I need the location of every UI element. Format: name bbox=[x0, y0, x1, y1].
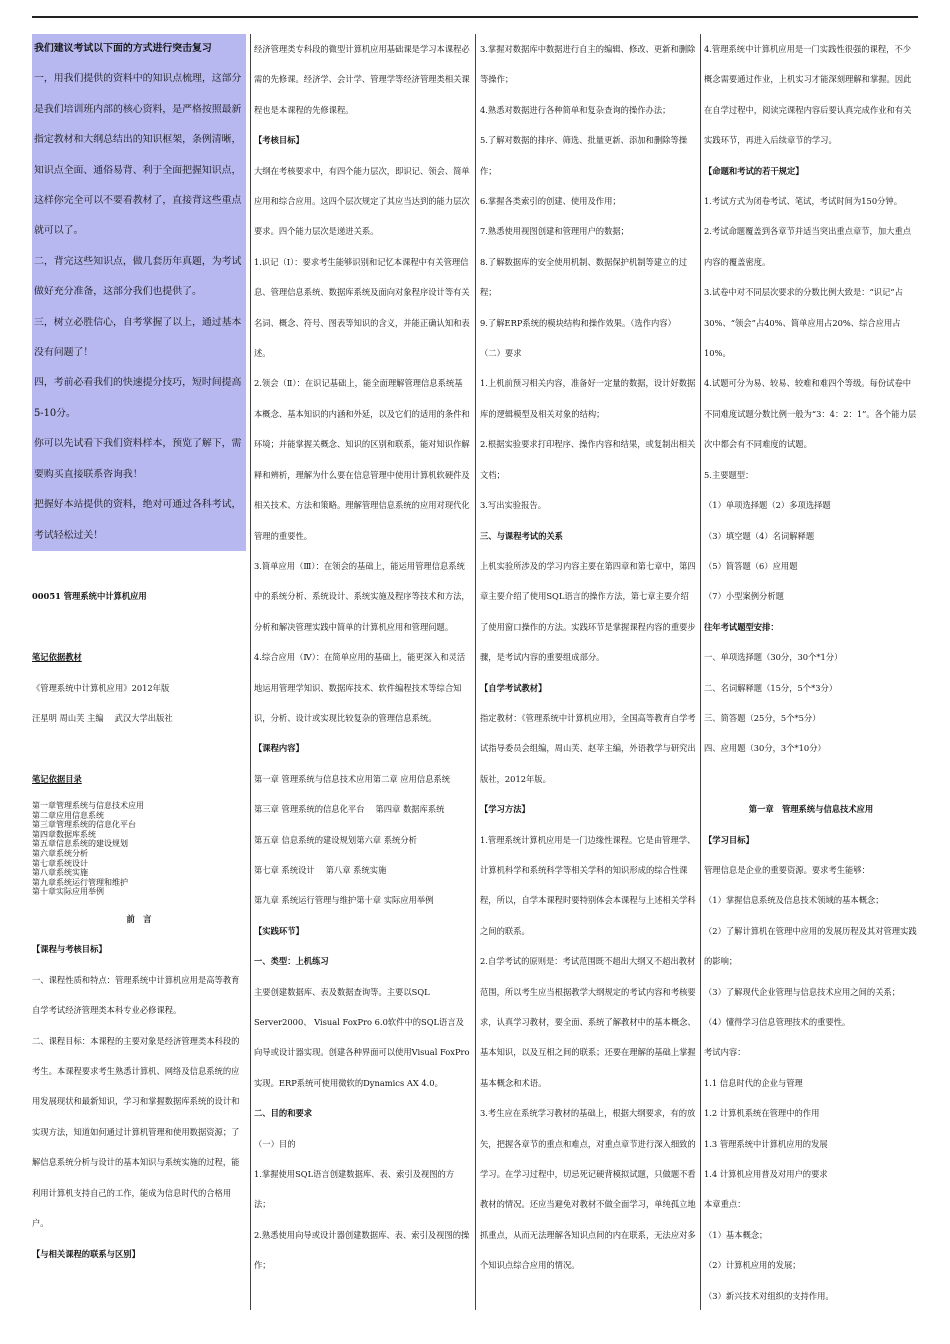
toc-list bbox=[32, 794, 246, 904]
question-type: （1）单项选择题（2）多项选择题 bbox=[704, 500, 831, 511]
section-item: 1.4 计算机应用普及对用户的要求 bbox=[704, 1169, 828, 1180]
promo-highlight-box bbox=[32, 34, 246, 551]
promo-paragraph: 四，考前必看我们的快速提分技巧，短时间提高5-10分。 bbox=[34, 377, 242, 419]
purpose-requirement-heading: 二、目的和要求 bbox=[254, 1108, 313, 1119]
key-point: （3）新兴技术对组织的支持作用。 bbox=[704, 1290, 834, 1301]
study-method-heading: 【学习方法】 bbox=[480, 804, 530, 815]
toc-item: 第九章系统运行管理和维护 bbox=[32, 877, 128, 887]
column-3 bbox=[480, 34, 696, 1281]
past-exam-item: 三、简答题（25分，5个*5分） bbox=[704, 712, 821, 723]
preface-heading: 前 言 bbox=[126, 914, 152, 925]
purpose-item: 4.熟悉对数据进行各种简单和复杂查询的操作办法； bbox=[480, 104, 671, 115]
purpose-item: 3.掌握对数据库中数据进行自主的编辑、修改、更新和删除等操作； bbox=[480, 44, 696, 85]
learning-goal-item: （4）懂得学习信息管理技术的重要性。 bbox=[704, 1016, 851, 1027]
requirement-heading: （二）要求 bbox=[480, 348, 522, 359]
purpose-item: 6.掌握各类索引的创建、使用及作用； bbox=[480, 196, 621, 207]
toc-heading: 笔记依据目录 bbox=[32, 773, 82, 784]
column-divider-1 bbox=[250, 34, 251, 1310]
purpose-item: 8.了解数据库的安全使用机制、数据保护机制等建立的过程； bbox=[480, 256, 688, 298]
goals-heading: 【课程与考核目标】 bbox=[32, 944, 107, 955]
textbook-heading: 笔记依据教材 bbox=[32, 652, 82, 663]
key-point: （1）基本概念； bbox=[704, 1229, 768, 1240]
textbook-name: 《管理系统中计算机应用》2012年版 bbox=[32, 682, 170, 693]
study-method-item: 4.管理系统中计算机应用是一门实践性很强的课程，不少概念需要通过作业，上机实习才能深刻理解和掌握。因此在自学过程中，阅读完课程内容后要认真完成作业和有关实践环节，再进入后续章节的学习。 bbox=[704, 44, 912, 146]
study-method-item: 1.管理系统计算机应用是一门边缘性课程。它是由管理学、计算机科学和系统科学等相关学科的知识形成的综合性课程，所以，自学本课程时要特别体会本课程与上述相关学科之间的联系。 bbox=[480, 834, 696, 936]
question-type: （3）填空题（4）名词解释题 bbox=[704, 530, 815, 541]
question-type: （5）简答题（6）应用题 bbox=[704, 560, 798, 571]
toc-item: 第七章系统设计 bbox=[32, 858, 88, 868]
chapter-line: 第五章 信息系统的建设规划第六章 系统分析 bbox=[254, 834, 417, 845]
exam-rule: 3.试卷中对不同层次要求的分数比例大致是：“识记”占30%、“领会”占40%、简单应用占20%、综合应用占10%。 bbox=[704, 287, 903, 359]
chapter-title: 第一章 管理系统与信息技术应用 bbox=[748, 804, 874, 815]
practice-type: 一、类型：上机练习 bbox=[254, 956, 329, 967]
chapter-line: 第七章 系统设计 第八章 系统实施 bbox=[254, 864, 387, 875]
textbook-author: 汪星明 周山芙 主编 武汉大学出版社 bbox=[32, 712, 173, 723]
past-exam-item: 二、名词解释题（15分，5个*3分） bbox=[704, 682, 838, 693]
column-divider-3 bbox=[700, 34, 701, 1310]
purpose-item: 2.熟悉使用向导或设计器创建数据库、表、索引及视图的操作； bbox=[254, 1229, 470, 1271]
exam-rule: 4.试题可分为易、较易、较难和难四个等级。每份试卷中不同难度试题分数比例一般为“3：4：2：1”。各个能力层次中都会有不同难度的试题。 bbox=[704, 378, 917, 450]
course-nature-paragraph: 一、课程性质和特点：管理系统中计算机应用是高等教育自学考试经济管理类本科专业必修课程。 bbox=[32, 974, 240, 1016]
toc-item: 第五章信息系统的建设规划 bbox=[32, 839, 128, 849]
past-exam-heading: 往年考试题型安排： bbox=[704, 621, 779, 632]
promo-paragraph: 二，背完这些知识点，做几套历年真题，为考试做好充分准备，这部分我们也提供了。 bbox=[34, 255, 242, 298]
column-1 bbox=[32, 34, 246, 1269]
learning-goal-item: （1）掌握信息系统及信息技术领域的基本概念； bbox=[704, 895, 884, 906]
purpose-item: 7.熟悉使用视图创建和管理用户的数据； bbox=[480, 226, 629, 237]
requirement-item: 1.上机前预习相关内容，准备好一定量的数据，设计好数据库的逻辑模型及相关对象的结构； bbox=[480, 378, 696, 419]
column-4 bbox=[704, 34, 918, 1311]
study-method-item: 2.自学考试的原则是：考试范围既不超出大纲又不超出教材范围，所以考生应当根据教学大纲规定的考试内容和考核要求，认真学习教材，要全面、系统了解教材中的基本概念、基本知识，以及互相之间的联系；还要在理解的基础上掌握基本概念和术语。 bbox=[480, 956, 696, 1088]
exam-rule: 5.主要题型： bbox=[704, 469, 754, 480]
past-exam-item: 一、单项选择题（30分，30个*1分） bbox=[704, 652, 843, 663]
practice-text: 主要创建数据库、表及数据查询等。主要以SQL Server2000、 Visual FoxPro 6.0软件中的SQL语言及向导或设计器实现。创建各种界面可以使用Visual FoxPro实现。ERP系统可使用微软的Dynamics AX 4.0。 bbox=[254, 986, 470, 1088]
level-recall: 1.识记（Ⅰ）：要求考生能够识别和记忆本课程中有关管理信息、管理信息系统、数据库系统及面向对象程序设计等有关名词、概念、符号、图表等知识的含义，并能正确认知和表述。 bbox=[254, 256, 470, 359]
chapter-line: 第三章 管理系统的信息化平台 第四章 数据库系统 bbox=[254, 804, 445, 815]
requirement-item: 3.写出实验报告。 bbox=[480, 500, 546, 511]
learning-goal-heading: 【学习目标】 bbox=[704, 834, 754, 845]
promo-paragraph: 把握好本站提供的资料，绝对可通过各科考试，考试轻松过关！ bbox=[34, 499, 242, 541]
section-item: 1.3 管理系统中计算机应用的发展 bbox=[704, 1138, 828, 1149]
assess-intro: 大纲在考核要求中，有四个能力层次，即识记、领会、简单应用和综合应用。这四个层次规定了其应当达到的能力层次要求。四个能力层次是递进关系。 bbox=[254, 165, 470, 237]
chapter-line: 第九章 系统运行管理与维护第十章 实际应用举例 bbox=[254, 895, 434, 906]
course-goal-paragraph: 二、课程目标：本课程的主要对象是经济管理类本科段的考生。本课程要求考生熟悉计算机、网络及信息系统的应用发展现状和最新知识，学习和掌握数据库系统的设计和实现方法，知道如何通过计算机管理和使用数据资源；了解信息系统分析与设计的基本知识与系统实施的过程，能利用计算机支持自己的工作，能成为信息时代的合格用户。 bbox=[32, 1035, 240, 1229]
content-heading: 【课程内容】 bbox=[254, 743, 304, 754]
purpose-item: 9.了解ERP系统的模块结构和操作效果。（选作内容） bbox=[480, 317, 676, 328]
self-study-textbook-text: 指定教材：《管理系统中计算机应用》，全国高等教育自学考试指导委员会组编，周山芙、赵苹主编，外语教学与研究出版社，2012年版。 bbox=[480, 712, 696, 784]
exam-rules-heading: 【命题和考试的若干规定】 bbox=[704, 165, 804, 176]
exam-rule: 2.考试命题覆盖到各章节并适当突出重点章节，加大重点内容的覆盖密度。 bbox=[704, 226, 912, 267]
self-study-textbook-heading: 【自学考试教材】 bbox=[480, 682, 547, 693]
toc-item: 第一章管理系统与信息技术应用 bbox=[32, 801, 144, 811]
assess-heading: 【考核目标】 bbox=[254, 135, 304, 146]
top-rule bbox=[32, 16, 918, 18]
promo-paragraph: 你可以先试看下我们资料样本，预览了解下，需要购买直接联系咨询我！ bbox=[34, 438, 242, 480]
question-type: （7）小型案例分析题 bbox=[704, 591, 784, 602]
section-item: 1.2 计算机系统在管理中的作用 bbox=[704, 1108, 820, 1119]
promo-paragraph: 一，用我们提供的资料中的知识点梳理，这部分是我们培训班内部的核心资料，是严格按照最新指定教材和大纲总结出的知识框架，条例清晰，知识点全面、通俗易背、利于全面把握知识点，这样你完全可以不要看教材了，直接背这些重点就可以了。 bbox=[34, 73, 242, 237]
practice-heading: 【实践环节】 bbox=[254, 925, 304, 936]
course-title: 00051 管理系统中计算机应用 bbox=[32, 591, 147, 602]
purpose-heading: （一）目的 bbox=[254, 1138, 296, 1149]
exam-rule: 1.考试方式为闭卷考试、笔试，考试时间为150分钟。 bbox=[704, 196, 902, 207]
key-point: （2）计算机应用的发展； bbox=[704, 1260, 801, 1271]
level-comprehensive: 4.综合应用（Ⅳ）：在简单应用的基础上，能更深入和灵活地运用管理学知识、数据库技术、软件编程技术等综合知识，分析、设计或实现比较复杂的管理信息系统。 bbox=[254, 652, 466, 723]
toc-item: 第六章系统分析 bbox=[32, 849, 88, 859]
purpose-item: 5.了解对数据的排序、筛选、批量更新、添加和删除等操作； bbox=[480, 135, 688, 176]
toc-item: 第四章数据库系统 bbox=[32, 829, 96, 839]
section-item: 1.1 信息时代的企业与管理 bbox=[704, 1077, 803, 1088]
learning-goal-intro: 管理信息是企业的重要资源。要求考生能够： bbox=[704, 864, 870, 875]
purpose-item: 1.掌握使用SQL语言创建数据库、表、索引及视图的方法； bbox=[254, 1169, 455, 1210]
requirement-item: 2.根据实验要求打印程序、操作内容和结果，或复制出相关文档； bbox=[480, 439, 696, 480]
learning-goal-item: （2）了解计算机在管理中应用的发展历程及其对管理实践的影响； bbox=[704, 925, 917, 967]
learning-goal-item: （3）了解现代企业管理与信息技术应用之间的关系； bbox=[704, 986, 901, 997]
level-understand: 2.领会（Ⅱ）：在识记基础上，能全面理解管理信息系统基本概念、基本知识的内涵和外延，以及它们的适用的条件和环境；并能掌握关概念、知识的区别和联系，能对知识作解释和辨析，理解为什么要在信息管理中使用计算机软硬件及相关技术、方法和策略。理解管理信息系统的应用对现代化管理的重要性。 bbox=[254, 378, 470, 541]
level-simple-apply: 3.简单应用（Ⅲ）：在领会的基础上，能运用管理信息系统中的系统分析、系统设计、系统实施及程序等技术和方法，分析和解决管理实践中简单的计算机应用和管理问题。 bbox=[254, 560, 470, 632]
exam-relation-heading: 三、与课程考试的关系 bbox=[480, 530, 563, 541]
toc-item: 第十章实际应用举例 bbox=[32, 887, 104, 897]
toc-item: 第三章管理系统的信息化平台 bbox=[32, 820, 136, 830]
past-exam-item: 四、应用题（30分，3个*10分） bbox=[704, 743, 826, 754]
promo-heading: 我们建议考试以下面的方式进行突击复习 bbox=[34, 43, 212, 54]
relation-heading: 【与相关课程的联系与区别】 bbox=[32, 1248, 140, 1259]
toc-item: 第二章应用信息系统 bbox=[32, 810, 104, 820]
column-divider-2 bbox=[475, 34, 476, 1310]
toc-item: 第八章系统实施 bbox=[32, 868, 88, 878]
exam-content-label: 考试内容： bbox=[704, 1047, 746, 1058]
prerequisite-paragraph: 经济管理类专科段的微型计算机应用基础课是学习本课程必需的先修课。经济学、会计学、管理学等经济管理类相关课程也是本课程的先修课程。 bbox=[254, 44, 470, 115]
chapter-line: 第一章 管理系统与信息技术应用第二章 应用信息系统 bbox=[254, 773, 451, 784]
study-method-item: 3.考生应在系统学习教材的基础上，根据大纲要求，有的放矢，把握各章节的重点和难点，对重点章节进行深入细致的学习。在学习过程中，切忌死记硬背模拟试题，只做题不看教材的情况。还应当避免对教材不做全面学习，单纯孤立地抓重点，从而无法理解各知识点间的内在联系，无法应对多个知识点综合应用的情况。 bbox=[480, 1108, 696, 1271]
promo-paragraph: 三，树立必胜信心，自考掌握了以上，通过基本没有问题了！ bbox=[34, 316, 242, 359]
column-2 bbox=[254, 34, 470, 1281]
exam-relation-text: 上机实验所涉及的学习内容主要在第四章和第七章中，第四章主要介绍了使用SQL语言的操作方法，第七章主要介绍了使用窗口操作的方法。实践环节是掌握课程内容的重要步骤，是考试内容的重要组成部分。 bbox=[480, 560, 696, 663]
key-points-label: 本章重点： bbox=[704, 1199, 746, 1210]
